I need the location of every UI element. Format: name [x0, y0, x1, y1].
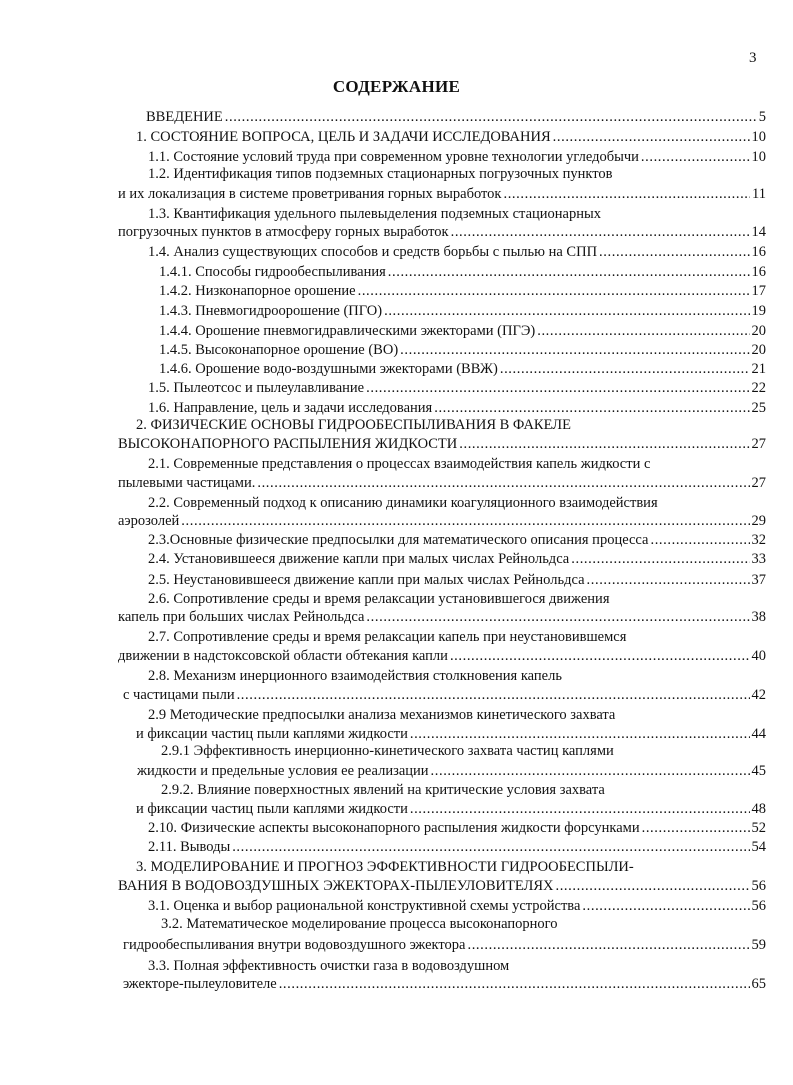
toc-entry-page: 32 [751, 532, 766, 548]
toc-entry-title: движении в надстоксовской области обтекания капли [118, 648, 448, 664]
toc-entry-title: 1.4.4. Орошение пневмогидравлическими эжекторами (ПГЭ) [159, 323, 536, 339]
toc-entry[interactable] [148, 242, 766, 263]
toc-entry-page: 14 [751, 224, 766, 240]
toc-entry-title: и фиксации частиц пыли каплями жидкости [136, 801, 408, 817]
toc-entry-title: ВАНИЯ В ВОДОВОЗДУШНЫХ ЭЖЕКТОРАХ-ПЫЛЕУЛОВИТЕЛЯХ [118, 878, 554, 894]
toc-entry-title: гидрообеспыливания внутри водовоздушного эжектора [123, 937, 466, 953]
toc-entry-page: 45 [751, 763, 766, 779]
leader-dots [587, 570, 750, 591]
toc-entry[interactable] [123, 935, 766, 956]
toc-entry-page: 16 [751, 244, 766, 260]
toc-entry-title: жидкости и предельные условия ее реализации [137, 763, 429, 779]
toc-entry[interactable] [148, 570, 766, 591]
toc-entry[interactable] [146, 107, 766, 128]
toc-entry-title[interactable]: 2.8. Механизм инерционного взаимодействия столкновения капель [148, 668, 562, 684]
toc-entry[interactable] [159, 281, 766, 302]
toc-entry[interactable] [118, 184, 766, 205]
toc-entry-title: 1.4.5. Высоконапорное орошение (ВО) [159, 342, 399, 358]
toc-entry-page: 25 [751, 400, 766, 416]
toc-entry-page: 44 [751, 726, 766, 742]
toc-entry-title[interactable]: 2.2. Современный подход к описанию динамики коагуляционного взаимодействия [148, 495, 658, 511]
leader-dots [237, 685, 750, 706]
toc-entry-title: 1.4. Анализ существующих способов и средств борьбы с пылью на СПП [148, 244, 598, 260]
leader-dots [451, 222, 750, 243]
leader-dots [537, 321, 749, 342]
toc-entry-page: 59 [751, 937, 766, 953]
toc-entry-title: пылевыми частицами. [118, 475, 256, 491]
toc-entry[interactable] [118, 511, 766, 532]
toc-entry-title[interactable]: 2. ФИЗИЧЕСКИЕ ОСНОВЫ ГИДРООБЕСПЫЛИВАНИЯ В ФАКЕЛЕ [136, 417, 571, 433]
toc-entry-page: 54 [751, 839, 766, 855]
toc-entry[interactable] [159, 359, 766, 380]
toc-entry-title[interactable]: 3.2. Математическое моделирование процесса высоконапорного [161, 916, 558, 932]
page-number: 3 [749, 50, 757, 66]
leader-dots [553, 127, 750, 148]
toc-entry-page: 40 [751, 648, 766, 664]
toc-entry[interactable] [148, 837, 766, 858]
toc-entry-title: 1.4.1. Способы гидрообеспыливания [159, 264, 386, 280]
leader-dots [257, 473, 749, 494]
toc-entry-title[interactable]: 1.3. Квантификация удельного пылевыделения подземных стационарных [148, 206, 601, 222]
toc-entry-title[interactable]: 3.3. Полная эффективность очистки газа в водовоздушном [148, 958, 510, 974]
toc-entry[interactable] [148, 378, 766, 399]
toc-entry-page: 56 [751, 898, 766, 914]
toc-entry[interactable] [118, 473, 766, 494]
toc-entry-page: 48 [751, 801, 766, 817]
toc-entry-title: погрузочных пунктов в атмосферу горных выработок [118, 224, 449, 240]
toc-entry-title: 2.5. Неустановившееся движение капли при малых числах Рейнольдса [148, 572, 585, 588]
toc-entry-title: 3.1. Оценка и выбор рациональной конструктивной схемы устройства [148, 898, 581, 914]
leader-dots [467, 935, 749, 956]
toc-entry-page: 20 [751, 342, 766, 358]
leader-dots [388, 262, 750, 283]
toc-entry-page: 10 [751, 129, 766, 145]
toc-entry-page: 11 [752, 186, 766, 202]
toc-entry-title: 1. СОСТОЯНИЕ ВОПРОСА, ЦЕЛЬ И ЗАДАЧИ ИССЛЕДОВАНИЯ [136, 129, 551, 145]
leader-dots [232, 837, 749, 858]
toc-entry-title: ВЫСОКОНАПОРНОГО РАСПЫЛЕНИЯ ЖИДКОСТИ [118, 436, 458, 452]
toc-entry-title: 1.6. Направление, цель и задачи исследования [148, 400, 433, 416]
toc-entry-title: 1.1. Состояние условий труда при современном уровне технологии угледобычи [148, 149, 639, 165]
leader-dots [642, 818, 750, 839]
toc-entry-page: 38 [751, 609, 766, 625]
toc-entry[interactable] [118, 222, 766, 243]
toc-entry-page: 19 [751, 303, 766, 319]
leader-dots [555, 876, 749, 897]
toc-entry-title[interactable]: 2.1. Современные представления о процессах взаимодействия капель жидкости с [148, 456, 651, 472]
toc-entry-title: с частицами пыли [123, 687, 235, 703]
toc-entry[interactable] [123, 685, 766, 706]
toc-entry-title: капель при больших числах Рейнольдса [118, 609, 365, 625]
leader-dots [503, 184, 750, 205]
leader-dots [571, 549, 749, 570]
toc-entry-title: 2.4. Установившееся движение капли при малых числах Рейнольдса [148, 551, 570, 567]
leader-dots [641, 147, 750, 168]
leader-dots [500, 359, 750, 380]
toc-entry-page: 37 [751, 572, 766, 588]
toc-entry-title: 1.5. Пылеотсос и пылеулавливание [148, 380, 365, 396]
leader-dots [459, 434, 749, 455]
toc-entry[interactable] [159, 340, 766, 361]
leader-dots [400, 340, 749, 361]
toc-entry[interactable] [159, 262, 766, 283]
toc-entry-title[interactable]: 2.9.1 Эффективность инерционно-кинетического захвата частиц каплями [161, 743, 614, 759]
leader-dots [431, 761, 750, 782]
leader-dots [384, 301, 749, 322]
leader-dots [366, 607, 749, 628]
toc-entry-page: 20 [751, 323, 766, 339]
toc-entry-page: 22 [751, 380, 766, 396]
toc-entry-page: 65 [751, 976, 766, 992]
toc-entry-title: 1.4.3. Пневмогидроорошение (ПГО) [159, 303, 383, 319]
toc-entry-page: 42 [751, 687, 766, 703]
leader-dots [582, 896, 749, 917]
toc-entry-title: 2.11. Выводы [148, 839, 231, 855]
toc-entry[interactable] [118, 434, 766, 455]
toc-entry[interactable] [123, 974, 766, 995]
toc-entry-page: 27 [751, 475, 766, 491]
toc-entry[interactable] [118, 876, 766, 897]
toc-entry-page: 10 [751, 149, 766, 165]
toc-entry-page: 27 [751, 436, 766, 452]
toc-entry-title: 2.10. Физические аспекты высоконапорного распыления жидкости форсунками [148, 820, 640, 836]
toc-entry-title: эжекторе-пылеуловителе [123, 976, 277, 992]
leader-dots [358, 281, 750, 302]
toc-entry-title[interactable]: 1.2. Идентификация типов подземных стационарных погрузочных пунктов [148, 166, 613, 182]
toc-entry-title[interactable]: 2.9.2. Влияние поверхностных явлений на критические условия захвата [161, 782, 605, 798]
toc-entry-page: 17 [751, 283, 766, 299]
toc-entry-title: 2.3.Основные физические предпосылки для математического описания процесса [148, 532, 649, 548]
toc-entry[interactable] [159, 321, 766, 342]
toc-entry-title: аэрозолей [118, 513, 180, 529]
toc-entry-title[interactable]: 2.7. Сопротивление среды и время релаксации капель при неустановившемся [148, 629, 627, 645]
leader-dots [225, 107, 757, 128]
page-title: СОДЕРЖАНИЕ [332, 77, 461, 96]
leader-dots [650, 530, 749, 551]
leader-dots [366, 378, 749, 399]
toc-entry-title: 1.4.6. Орошение водо-воздушными эжекторами (ВВЖ) [159, 361, 498, 377]
toc-entry-page: 16 [751, 264, 766, 280]
toc-entry-title: и фиксации частиц пыли каплями жидкости [136, 726, 408, 742]
leader-dots [181, 511, 749, 532]
toc-entry[interactable] [148, 549, 766, 570]
toc-entry-page: 33 [751, 551, 766, 567]
toc-entry[interactable] [148, 818, 766, 839]
toc-entry[interactable] [118, 607, 766, 628]
toc-entry[interactable] [118, 646, 766, 667]
toc-entry-title[interactable]: 2.9 Методические предпосылки анализа механизмов кинетического захвата [148, 707, 616, 723]
toc-entry-page: 56 [751, 878, 766, 894]
toc-entry-page: 21 [751, 361, 766, 377]
toc-entry-page: 5 [758, 109, 766, 125]
leader-dots [599, 242, 749, 263]
toc-entry-page: 29 [751, 513, 766, 529]
toc-entry[interactable] [136, 127, 766, 148]
toc-entry[interactable] [137, 761, 766, 782]
toc-entry-title[interactable]: 3. МОДЕЛИРОВАНИЕ И ПРОГНОЗ ЭФФЕКТИВНОСТИ ГИДРООБЕСПЫЛИ- [136, 859, 634, 875]
leader-dots [450, 646, 750, 667]
leader-dots [279, 974, 750, 995]
leader-dots [410, 799, 750, 820]
toc-entry[interactable] [159, 301, 766, 322]
toc-entry-page: 52 [751, 820, 766, 836]
toc-entry[interactable] [136, 799, 766, 820]
toc-entry-title[interactable]: 2.6. Сопротивление среды и время релаксации установившегося движения [148, 591, 610, 607]
toc-entry[interactable] [148, 530, 766, 551]
toc-entry-title: ВВЕДЕНИЕ [146, 109, 223, 125]
toc-entry-title: и их локализация в системе проветривания горных выработок [118, 186, 502, 202]
toc-entry-title: 1.4.2. Низконапорное орошение [159, 283, 356, 299]
